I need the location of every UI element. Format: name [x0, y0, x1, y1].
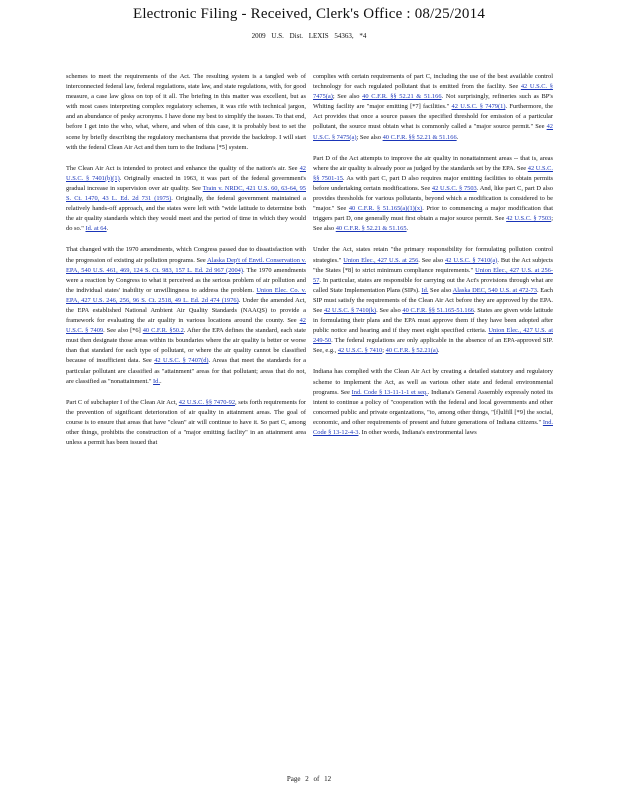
paragraph-text: . Indiana's General Assembly expressly noted its intent to continue a policy of "cooperation with the federal and local governments and other concerned public and private organizations, "to, among other things, "[f]ulfill [*9] the social, economic, and other requirements of present and future generations of Indiana citizens.": [313, 388, 553, 426]
paragraph-text: .: [159, 377, 162, 385]
body-paragraph: [313, 154, 553, 235]
paragraph-text: Indiana has complied with the Clean Air Act by creating a detailed statutory and regulatory scheme to implement the Act, as well as various other state and federal environmental programs. See: [313, 368, 553, 396]
paragraph-text: complies with certain requirements of part C, including the use of the best available control technology for each regulated pollutant that is emitted from the facility. See: [313, 73, 553, 91]
citation-link[interactable]: Id. at 64: [85, 225, 107, 233]
paragraph-text: See also: [428, 286, 453, 294]
paragraph-text: . And, like part C, part D also provides thresholds for various pollutants, beyond which a modification is considered to be "major." See: [313, 184, 553, 213]
body-paragraph: [66, 245, 306, 386]
paragraph-text: . Not surprisingly, refineries such as BP's Whiting facility are "major emitting [*7] facilities.": [313, 93, 554, 111]
paragraph-text: . See also [*6]: [103, 327, 143, 335]
paragraph-text: ;: [382, 347, 386, 355]
paragraph-text: . The federal regulations are only applicable in the absence of an EPA-approved SIP. See, e.g.,: [313, 337, 553, 355]
citation-link[interactable]: 42 U.S.C. § 7410(a): [445, 256, 498, 264]
paragraph-text: schemes to meet the requirements of the Act. The resulting system is a tangled web of interconnected federal law, federal regulations, state law, and state regulations, with, for good measure, a case law gloss on top of it all. The briefing in this matter was excellent, but as with most cases interpreting complex regulatory schemes, it was rife with technical jargon, and an abundance of pesky acronyms. I have done my best to simplify the issues. To that end, before I get into the who, what, where, and when of this case, it is probably best to set the scene by briefly describing the regulatory mechanisms that provide the backdrop. I will start with the federal Clean Air Act and then turn to the Indiana [*5] system.: [66, 73, 306, 151]
body-paragraph: [313, 72, 553, 143]
paragraph-text: . See also: [376, 306, 403, 314]
citation-link[interactable]: 42 U.S.C. §§ 7470-92: [178, 398, 236, 406]
citation-link[interactable]: Union Elec., 427 U.S. at 249-50: [313, 327, 553, 345]
citation-link[interactable]: Ind. Code § 13-11-1-1 et seq.: [351, 388, 428, 396]
paragraph-text: . But the Act subjects "the States [*8] to strict minimum compliance requirements.": [313, 256, 553, 274]
paragraph-text: . Originally enacted in 1963, it was part of the federal government's gradual increase in supervision over air quality. See: [66, 174, 306, 192]
paragraph-text: .: [406, 225, 409, 233]
citation-link[interactable]: 42 U.S.C. § 7410: [337, 347, 383, 355]
body-paragraph: [313, 245, 553, 356]
paragraph-text: . Furthermore, the Act provides that once a source passes the specified threshold for emission of a particular pollutant, the source must obtain what is commonly called a "major source permit." See: [313, 103, 553, 131]
citation-link[interactable]: 42 U.S.C. § 7407(d): [154, 357, 209, 365]
paragraph-text: Part C of subchapter I of the Clean Air Act,: [66, 398, 179, 406]
paragraph-text: . Under the amended Act, the EPA established National Ambient Air Quality Standards (NAAQS) to provide a framework for evaluating the air quality in various locations around the county. See: [66, 296, 306, 325]
page-header: Electronic Filing - Received, Clerk's Office : 08/25/2014: [132, 6, 486, 22]
citation-link[interactable]: 40 C.F.R. §50.2: [142, 327, 184, 335]
citation-link[interactable]: Alaska Dep't of Envtl. Conservation v. EPA, 540 U.S. 461, 469, 124 S. Ct. 983, 157 L. Ed. 2d 967 (2004): [66, 256, 307, 274]
citation-link[interactable]: 42 U.S.C. § 7409: [66, 317, 306, 335]
paragraph-text: . Each SIP must satisfy the requirements of the Clean Air Act before they are approved by the EPA. See: [313, 286, 554, 314]
citation-link[interactable]: 42 U.S.C. § 7401(b)(1): [66, 164, 306, 182]
paragraph-text: . In particular, states are responsible for carrying out the Act's provisions through what are called State Implementation Plans (SIPs).: [313, 276, 553, 294]
paragraph-text: . States are given wide latitude in formulating their plans and the EPA must approve them if they have been adopted after public notice and hearing and if they meet eight specified criteria.: [313, 306, 553, 335]
citation-link[interactable]: 40 C.F.R. §§ 51.165-51.166: [402, 306, 474, 314]
paragraph-text: ; See also: [356, 133, 383, 141]
paragraph-text: . Prior to commencing a major modification that triggers part D, one generally must first obtain a major source permit. See: [313, 205, 553, 223]
left-column: [66, 72, 306, 459]
paragraph-text: . Originally, the federal government maintained a relatively hands-off approach, and the states were left with "wide latitude to determine both the air quality standards which they would meet and the period of time in which they would do so.": [66, 195, 306, 233]
paragraph-text: . In other words, Indiana's environmental laws: [358, 429, 477, 436]
citation-link[interactable]: Id.: [421, 286, 429, 294]
paragraph-text: The Clean Air Act is intended to protect and enhance the quality of the nation's air. See: [66, 164, 300, 172]
citation-link[interactable]: Train v. NRDC, 421 U.S. 60, 63-64, 95 S. Ct. 1470, 43 L. Ed. 2d 731 (1975): [66, 184, 306, 203]
body-paragraph: [66, 164, 306, 235]
citation-link[interactable]: 42 U.S.C. § 7475(a): [313, 83, 553, 101]
paragraph-text: .: [456, 133, 459, 141]
body-paragraph: [313, 367, 553, 438]
paragraph-text: . See also: [418, 256, 446, 264]
body-paragraph: [66, 398, 306, 448]
citation-link[interactable]: Alaska DEC, 540 U.S. at 472-73: [452, 286, 537, 294]
page-number: Page 2 of 12: [286, 775, 332, 783]
paragraph-text: , sets forth requirements for the prevention of significant deterioration of air quality in attainment areas. The goal of course is to ensure that areas that have "clean" air will continue to have it. So part C, among other things, prohibits the construction of a "major emitting facility" in an attainment area unless a permit has been issued that: [66, 398, 306, 447]
paragraph-text: That changed with the 1970 amendments, which Congress passed due to dissatisfaction with the progression of existing air pollution programs. See: [66, 246, 306, 264]
citation-link[interactable]: 40 C.F.R. § 52.21 & 51.165: [335, 225, 407, 233]
paragraph-text: .: [437, 347, 440, 355]
body-paragraph: [66, 72, 306, 153]
citation-link[interactable]: 40 C.F.R. §§ 52.21 & 51.166: [382, 133, 457, 141]
citation-link[interactable]: Id.: [153, 377, 160, 385]
paragraph-text: ; See also: [332, 93, 363, 101]
citation-link[interactable]: 40 C.F.R. §§ 52.21 & 51.166: [362, 93, 442, 101]
paragraph-text: Under the Act, states retain "the primary responsibility for formulating pollution control strategies.": [313, 246, 553, 264]
citation-link[interactable]: 42 U.S.C. § 7503: [506, 215, 552, 223]
citation-link[interactable]: Union Elec., 427 U.S. at 256-57: [313, 266, 554, 284]
right-column: [313, 72, 553, 449]
paragraph-text: . Areas that meet the standards for a particular pollutant are classified as "attainment" areas for that pollutant; areas that do not, are classified as "nonattainment.": [66, 357, 306, 385]
citation-link[interactable]: Ind. Code § 13-12-4-3: [313, 418, 553, 436]
citation-link[interactable]: Union Elec. Co. v. EPA, 427 U.S. 246, 256, 96 S. Ct. 2518, 49 L. Ed. 2d 474 (1976): [66, 286, 307, 304]
citation-link[interactable]: 40 C.F.R. § 52.21(a): [385, 347, 438, 355]
paragraph-text: . After the EPA defines the standard, each state must then designate those areas within its boundaries where the air quality is better or worse than that standard for each type of pollutant, or where the air quality cannot be classified because of insufficient data. See: [66, 327, 306, 365]
citation-link[interactable]: 42 U.S.C. § 7503: [431, 184, 477, 192]
citation-link[interactable]: 42 U.S.C. § 7479(1): [451, 103, 506, 111]
citation-link[interactable]: 40 C.F.R. § 51.165(a)(1)(x): [348, 205, 423, 213]
paragraph-text: ; See also: [313, 215, 553, 233]
case-citation: 2009 U.S. Dist. LEXIS 54363, *4: [251, 32, 367, 40]
citation-link[interactable]: Union Elec., 427 U.S. at 256: [343, 256, 419, 264]
paragraph-text: . As with part C, part D also requires major emitting facilities to obtain permits before undertaking certain modifications. See: [313, 174, 553, 192]
paragraph-text: .: [106, 225, 109, 233]
citation-link[interactable]: 42 U.S.C. § 7410(k): [323, 306, 377, 314]
paragraph-text: Part D of the Act attempts to improve the air quality in nonattainment areas -- that is, areas where the air quality is already poor as judged by the standards set by the EPA. See: [313, 154, 553, 172]
paragraph-text: . The 1970 amendments were a reaction by Congress to what it perceived as the serious problem of air pollution and the individual states' inability or unwillingness to address the problem.: [66, 266, 306, 294]
citation-link[interactable]: 42 U.S.C. § 7475(a): [313, 123, 553, 141]
citation-link[interactable]: 42 U.S.C. §§ 7501-15: [313, 164, 553, 182]
